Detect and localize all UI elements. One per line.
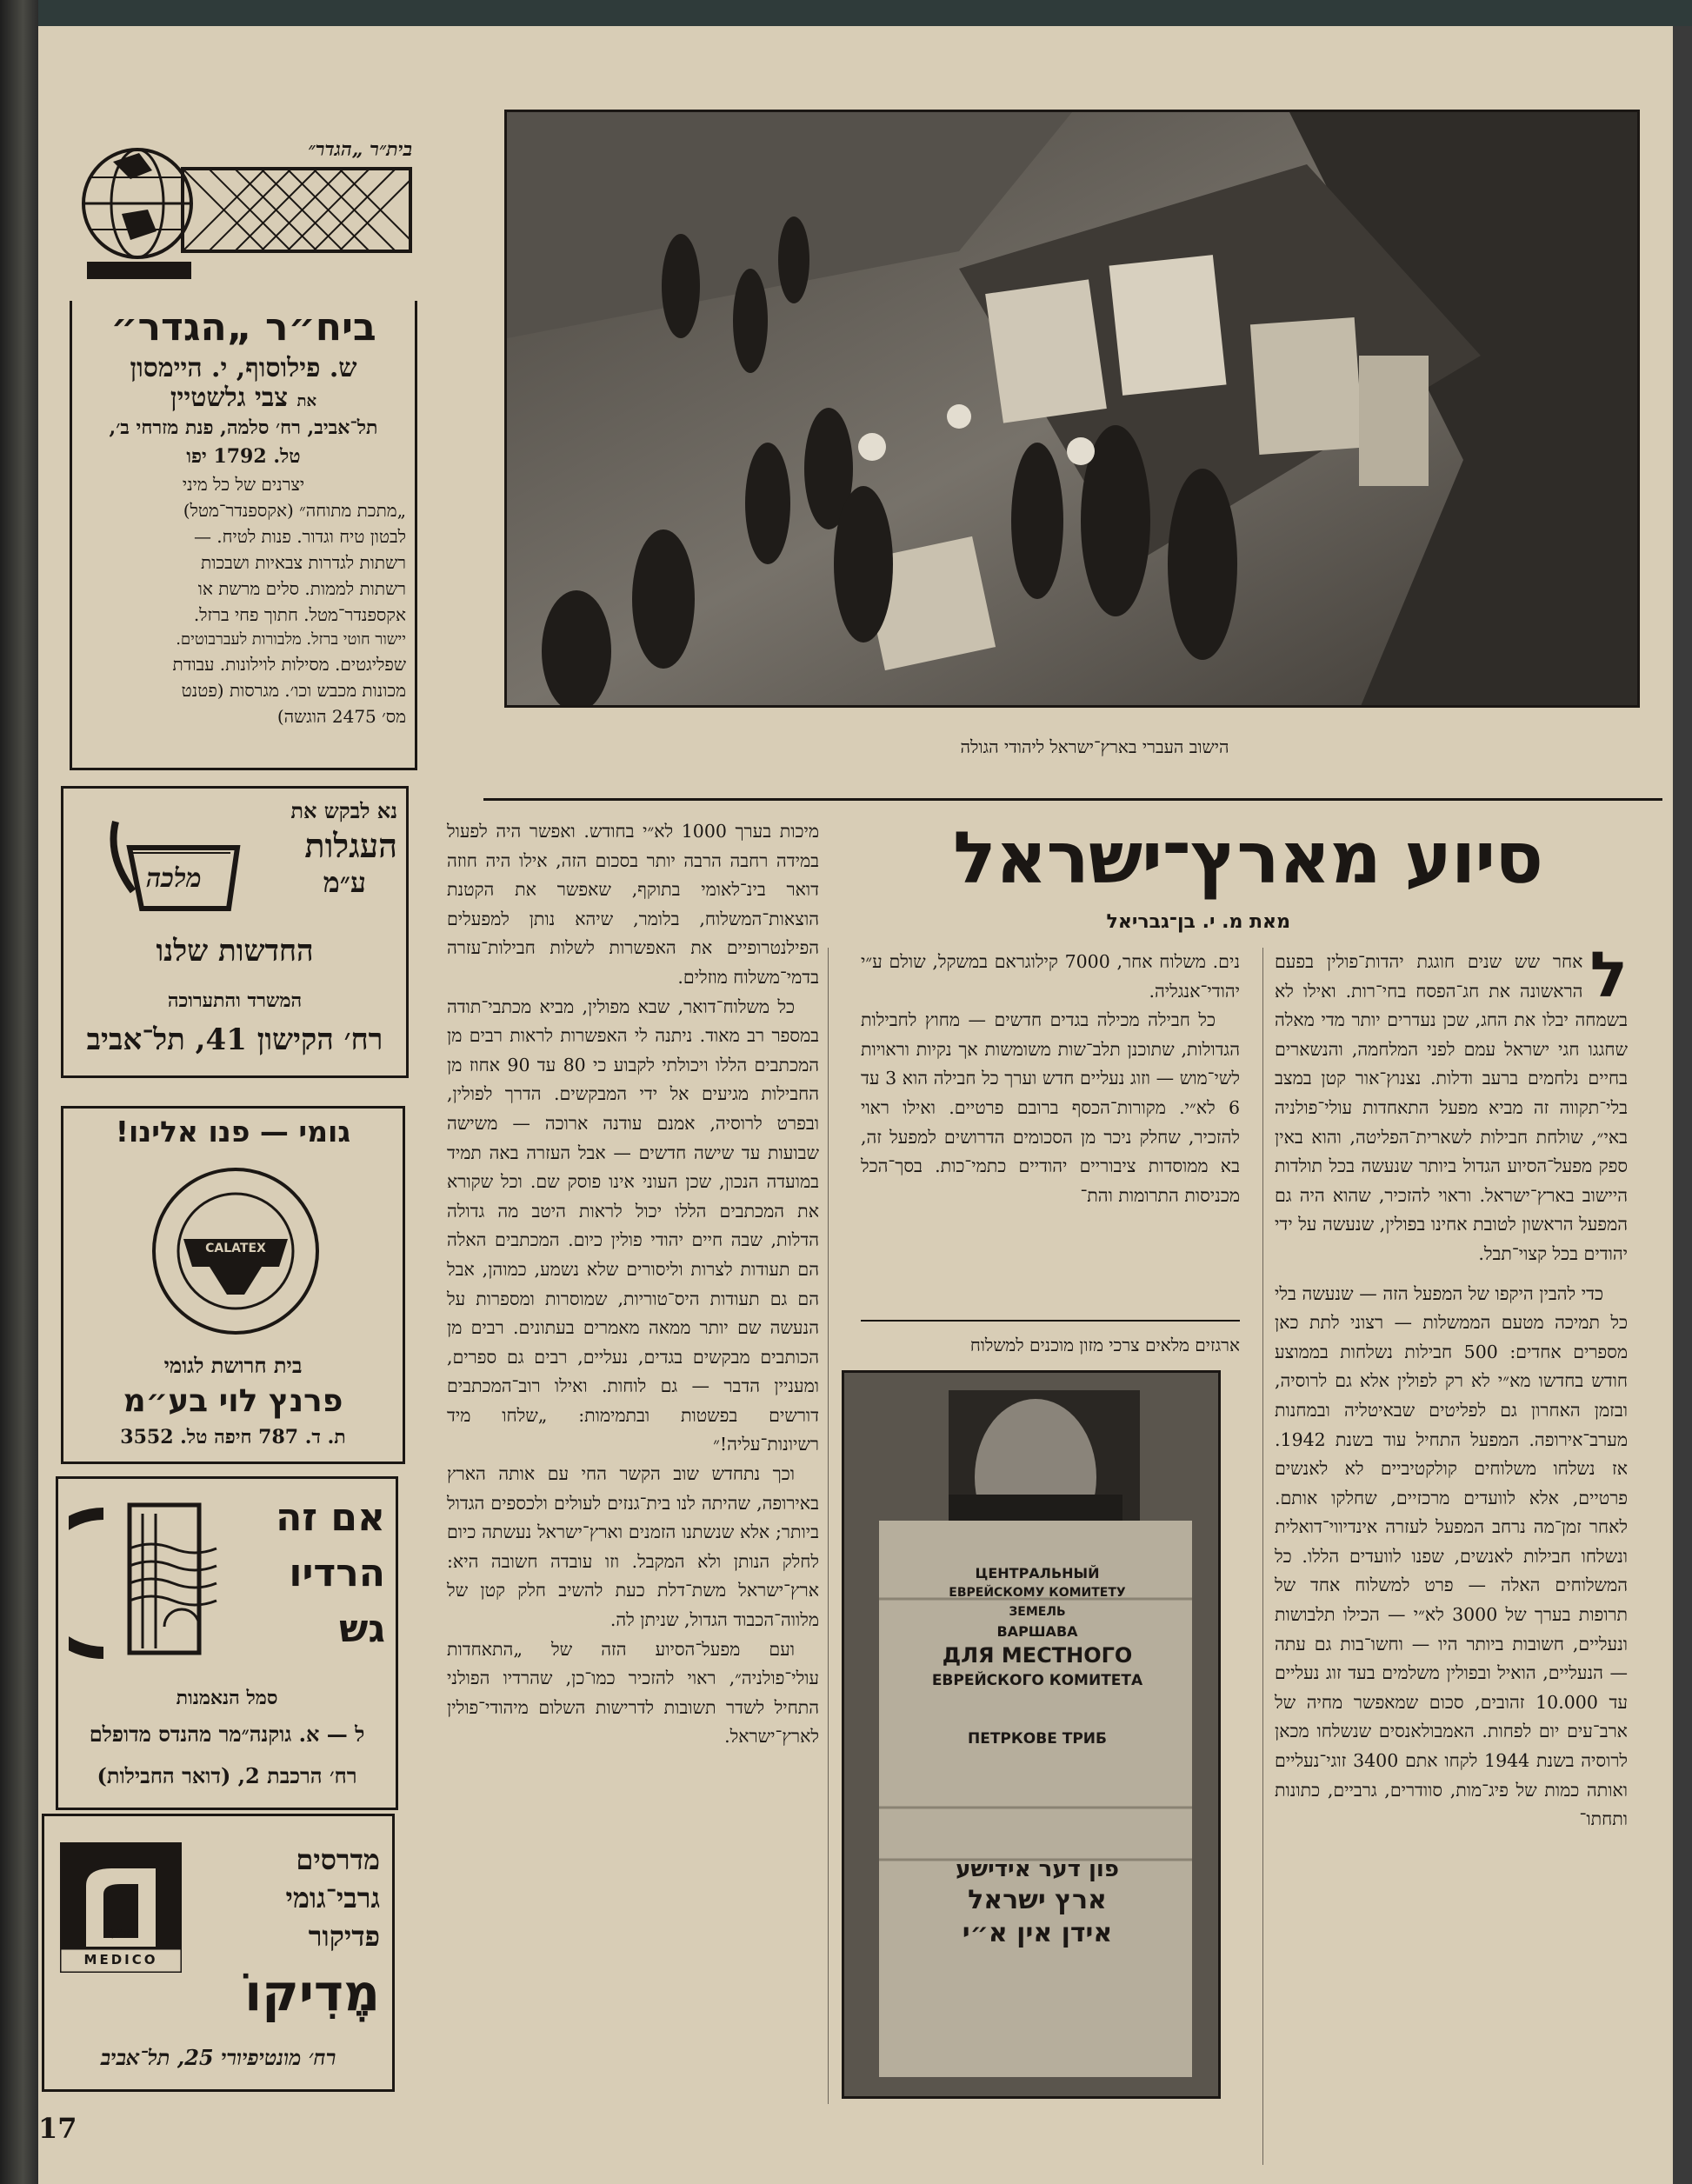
medico-line: מדרסים [296,1843,380,1876]
drop-cap: ל [1589,948,1628,1011]
crate-stencil-line: ПЕТРКОВЕ ТРИБ [968,1730,1107,1748]
medico-logo-he: מדיקו [108,1926,134,1940]
medico-brand: מֶדִיקוֹ [244,1963,380,2022]
crate-stencil-line: ЦЕНТРАЛЬНЫЙ [975,1565,1100,1581]
ad-malka [61,786,409,1078]
article-column-2 [861,948,1240,1311]
magazine-page [38,26,1673,2184]
hagader-line: רשתות לממות. סלים מרשת או [197,577,406,599]
malka-address: רח׳ הקישון 41, תל־אביב [86,1022,383,1057]
malka-title2: ע״מ [323,866,366,899]
truck-loading-photo [507,112,1640,708]
hagader-owners2-prefix: את [296,392,317,411]
article-paragraph: נים. משלוח אחר, 7000 קילוגראם במשקל, שולם ע״י יהודי־אנגליה. [861,951,1240,1002]
radio-address: רח׳ הרכבת 2, (דואר החבילות) [97,1763,357,1788]
medico-line: גרבי־גומי [285,1881,380,1914]
medico-line: פדיקור [308,1920,380,1953]
column-rule [828,948,829,2104]
caption-rule [861,1320,1240,1322]
malka-logo [98,804,246,926]
top-photo [504,110,1640,708]
crate-stencil-line: ВАРШАВА [996,1623,1078,1640]
article-column-3 [447,817,819,2078]
malka-logo-text: מלכה [146,863,202,894]
gumi-factory: בית חרושת לגומי [163,1353,303,1378]
article-paragraph: וכך נתחדש שוב הקשר החי עם אותה הארץ באירופה, שהיתה לנו בית־גנזים לעולים ולכספים הגדול ביותר; אלא שנשתנו הזמנים וארץ־ישראל נעשתה כיום לחלק הנותן ולא המקבל. וזו עובדה חשובה היא: ארץ־ישראל משת־דלת כעת להשיב חלק קטן של מלווה־הכבוד הגדול, שניתן לה. [447,1463,819,1631]
hagader-line: לבטון טיח וגדור. פנות לטיח. — [193,525,406,547]
column-rule [1262,948,1263,2165]
article-byline: מאת מ. י. בן־גבריאל [1106,911,1290,933]
globe-icon [70,101,417,310]
article-title: סיוע מארץ־ישראל [953,817,1542,900]
page-number: 17 [38,2112,77,2145]
ad-radio [56,1476,398,1810]
gumi-seal-center: CALATEX [205,1242,266,1255]
malka-subtitle: החדשות שלנו [156,934,314,969]
radio-illustration [69,1496,225,1670]
hagader-phone: טל. 1792 יפו [186,444,301,468]
malka-dealer: המשרד והתערוכה [167,989,303,1012]
crate-stencil-line: ЗЕМЕЛЬ [1009,1605,1066,1619]
crate-stencil-line: ЕВРЕЙСКОГО КОМИТЕТА [931,1672,1143,1689]
ad-gumi [61,1106,405,1464]
top-photo-caption: הישוב העברי בארץ־ישראל ליהודי הגולה [960,736,1229,757]
gumi-name: פרנץ לוי בע״מ [123,1383,343,1419]
ad-medico [42,1814,395,2092]
crate-stencil-line: פון דער אידישע [956,1856,1119,1882]
radio-line2: הרדיו [289,1551,385,1595]
hagader-line: יישור חוטי ברזל. מלבורות לעברבוטים. [176,629,406,649]
hagader-description [72,471,415,729]
radio-line1: אם זה [276,1495,385,1540]
hagader-title: ביח״ר „הגדר״ [110,305,376,350]
hagader-line: מס׳ 2475 הוגשה) [276,705,406,727]
crate-stencil [898,1564,1176,1950]
hagader-line: מכונות מכבש וכו׳. מגרסות (פטנט [181,679,406,701]
gumi-seal [149,1164,323,1338]
medico-address: רח׳ מונטיפיורי 25, תל־אביב [100,2045,336,2070]
radio-trust: סמל הנאמנות [176,1687,278,1709]
hagader-line: „מתכת מתוחה״ (אקספנדר־מטל) [183,499,406,521]
hagader-owners: ש. פילוסוף, י. היימסון [130,352,357,383]
article-paragraph: כל חבילה מכילה בגדים חדשים — מחוץ לחבילות הגדולות, שתוכנן תלב־שות משומשות אך נקיות וראויות לשי־מוש — וזוג נעליים חדש וערך כל חבילה הוא 3 עד 6 לא״י. מקורות־הכסף ברובם פרטיים. ואילו ראוי להזכיר, שחלק ניכר מן הסכומים הדרושים למפעל זה, בא ממוסדות ציבוריים יהודיים כתמי־כות. בסך־הכל מכניסות התרומות והת־ [861,1009,1240,1206]
hagader-line: שפליגטים. מסילות לוילונות. עבודת [172,653,406,675]
crate-photo [842,1370,1221,2099]
globe-fence-logo [70,101,417,310]
binding-edge [38,0,1692,26]
radio-engineer: ל — א. גוקנה״מר מהנדס מדופלם [89,1721,365,1747]
adjacent-page-edge [0,0,38,2184]
article-paragraph: ועם מפעל־הסיוע הזה של „התאחדות עולי־פולניה״, ראוי להזכיר כמו־כן, שהרדיו הפולני התחיל לשדר תשובות לדרישות השלום מיהודי־פולין לארץ־ישראל. [447,1638,819,1748]
article-paragraph: כל משלוח־דואר, שבא מפולין, מביא מכתבי־תודה במספר רב מאוד. ניתנה לי האפשרות לראות רבים מן המכתבים הללו ויכולתי לקבוע כי 80 עד 90 אחוז מן החבילות מגיעים אל ידי המבקשים. הדרך לפולין, ובפרט לרוסיה, אמנם עודנה ארוכה — משישה שבועות עד שישה חדשים — אבל העזרה באה תמיד במועדה הנכון, שכן העוני אינו פוסק שם. וכל שקורא את המכתבים הללו יכול לראות היטב מה גדולה הדלות, שבה חיים יהודי פולין כיום. המכתבים האלה הם תעודות לצרות וליסורים שלא נשמע, כמוהן, אבל הם גם תעודות היס־טוריות, שמוסרות ומספרות על הנעשה שם יותר ממאה מאמרים בעתונים. רבים מן הכותבים מבקשים בגדים, נעליים, רבים גם ספרים, ומעניין הדבר — גם לוחות. ואילו רוב־המכתבים דורשים בפשטות ובתמימות: „שלחו מיד רשיונות־עליה!״ [447,995,819,1455]
crate-stencil-line: אידן אין א״י [962,1918,1113,1948]
ad-hagader [70,101,417,770]
gumi-contact: ת. ד. 787 חיפה טל. 3552 [120,1426,346,1448]
hagader-address: תל־אביב, רח׳ סלמה, פנת מזרחי ב׳, [109,416,378,439]
malka-intro: נא לבקש את [290,798,397,823]
hagader-logo-label: בית״ר „הגדר״ [308,138,412,161]
malka-title1: העגלות [304,826,397,865]
hagader-line: יצרנים של כל מיני [182,473,305,495]
hagader-owners2-name: צבי גלשטיין [170,383,289,414]
hagader-owners2 [72,383,415,414]
section-divider [483,798,1662,801]
gumi-headline: גומי — פנו אלינו! [115,1115,351,1149]
medico-logo [60,1842,182,1973]
article-column-1 [1275,948,1628,2184]
hagader-line: רשתות לגדרות צבאיות ושבכות [201,551,406,573]
radio-line3: גש [338,1607,385,1651]
crate-photo-caption: ארגזים מלאים צרכי מזון מוכנים למשלוח [969,1335,1240,1355]
article-paragraph: מיכות בערך 1000 לא״י בחודש. ואפשר היה לפעול במידה רחבה הרבה יותר בסכום הזה, אילו היה חוזה דואר בינ־לאומי בתוקף, שאפשר את הקטנת הוצאות־המשלוח, בלומר, שיהא נותן למפעלים הפילנטרופיים את האפשרות לשלות חבילות־עזרה בדמי־משלוח מוזלים. [447,821,819,988]
article-paragraph: כדי להבין היקפו של המפעל הזה — שנעשה בלי כל תמיכה מטעם הממשלות — רצוני לתת כאן מספרים אחדים: 500 חבילות נשלחות בממוצע חודש בחדשו מא״י לא רק לפולין אלא גם לרוסיה, ובזמן האחרון גם לפליטים שבאיטליה ובמחנות מערב־אירופה. המפעל התחיל עוד בשנת 1942. אז נשלחו משלוחים קולקטיביים לא לאנשים פרטיים, אלא לוועדים מרכזיים, שחלקו אותם. לאחר זמן־מה נרחב המפעל לעזרה אינדיווי־דואלית ונשלחו חבילות לאנשים, שפנו לוועדים הללו. כל המשלוחים האלה — פרט למשלוח אחד של תרופות בערך של 3000 לא״י — הכילו תלבושות ונעליים, חשובות ביותר היו — וחשו־בות גם עתה — הנעליים, הואיל ובפולין משלמים בעד זוג נעליים עד 10.000 זהובים, סכום שמאפשר מחיה של ארב־עים יום לפחות. האמבולאנסים שנשלחו מכאן לרוסיה בשנת 1944 לקחו אתם 3400 זוגי־נעליים ואותה כמות של פיג־מות, סוודרים, גרביים, כתונות ותחתו־ [1275,1282,1628,1830]
crate-stencil-line: ДЛЯ МЕСТНОГО [942,1643,1133,1668]
crate-stencil-line: ЕВРЕЙСКОМУ КОМИТЕТУ [949,1586,1126,1600]
hagader-line: אקספנדר־מטל. חתוך פחי ברזל. [193,603,406,625]
medico-logo-en: MEDICO [83,1952,158,1968]
article-paragraph: אחר שש שנים חוגגת יהדות־פולין בפעם הראשונה את חג־הפסח בחי־רות. ואילו לא בשמחה יבלו את החג, שכן נעדרים יותר מדי מאלה שחגגו חגי ישראל עמם לפני המלחמה, והנשארים בחיים נלחמים ברעב ודלות. נצנוץ־אור קטן במצב בלי־תקווה זה מביא מפעל התאחדות עולי־פולניה באי״, שולחת חבילות לשארית־הפליטה, והוא באין ספק מפעל־הסיוע הגדול ביותר שנעשה בכל תולדות היישוב בארץ־ישראל. וראוי להזכיר, שהוא היה גם המפעל הראשון לטובת אחינו בפולין, שנעשה על ידי יהודים בכל קצוי־תבל. [1275,951,1628,1264]
radio-waves-icon [69,1496,225,1670]
crate-stencil-line: ארץ ישראל [968,1885,1107,1915]
